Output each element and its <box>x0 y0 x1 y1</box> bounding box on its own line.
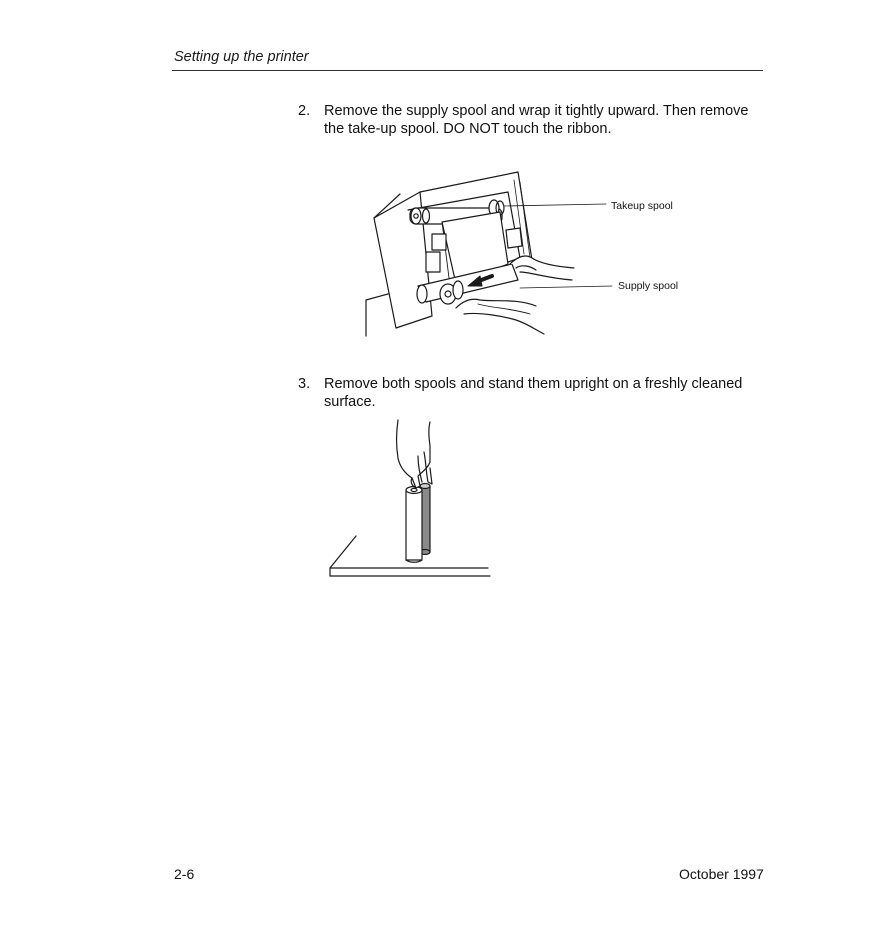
instruction-step-3 <box>298 375 758 411</box>
callout-supply-spool: Supply spool <box>618 280 679 292</box>
front-spool <box>406 487 422 563</box>
printer-spool-illustration <box>360 168 690 340</box>
step-number: 2. <box>298 103 311 119</box>
page-number: 2-6 <box>174 866 195 882</box>
callout-takeup-spool: Takeup spool <box>611 200 673 212</box>
page-header-title: Setting up the printer <box>174 49 309 65</box>
callout-leader-supply <box>520 286 612 288</box>
instruction-step-2 <box>298 102 758 138</box>
printer-base <box>366 294 388 336</box>
step-number: 3. <box>298 376 311 392</box>
footer-date: October 1997 <box>679 866 764 882</box>
step-text: Remove the supply spool and wrap it tightly upward. Then remove the take-up spool. DO NOT touch the ribbon. <box>324 103 749 137</box>
lower-hand <box>456 299 536 308</box>
callout-leader-takeup <box>504 204 606 206</box>
step-text: Remove both spools and stand them upright on a freshly cleaned surface. <box>324 376 743 410</box>
header-rule <box>172 70 763 71</box>
upright-spools-illustration <box>326 416 494 580</box>
